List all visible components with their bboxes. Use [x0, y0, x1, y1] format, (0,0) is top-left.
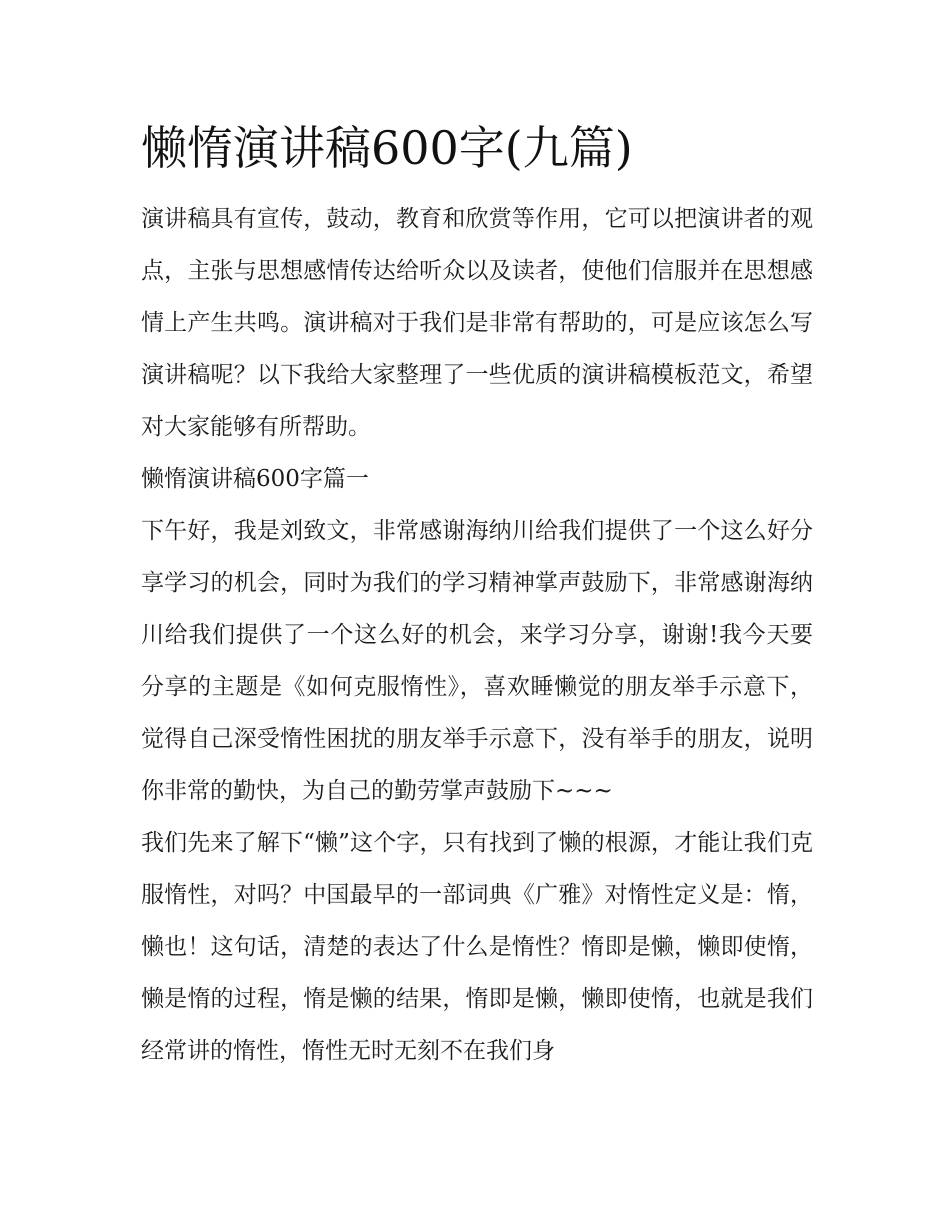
document-body — [141, 193, 813, 1077]
document-title: 懒惰演讲稿600字(九篇) — [141, 121, 633, 175]
body-paragraph-2: 我们先来了解下“懒”这个字，只有找到了懒的根源，才能让我们克服惰性，对吗？中国最早的一部词典《广雅》对惰性定义是：惰，懒也！这句话，清楚的表达了什么是惰性？惰即是懒，懒即使惰，懒是惰的过程，惰是懒的结果，惰即是懒，懒即使惰，也就是我们经常讲的惰性，惰性无时无刻不在我们身 — [141, 830, 813, 1064]
section-heading: 懒惰演讲稿600字篇一 — [141, 466, 369, 492]
intro-paragraph: 演讲稿具有宣传，鼓动，教育和欣赏等作用，它可以把演讲者的观点，主张与思想感情传达给听众以及读者，使他们信服并在思想感情上产生共鸣。演讲稿对于我们是非常有帮助的，可是应该怎么写演讲稿呢？以下我给大家整理了一些优质的演讲稿模板范文，希望对大家能够有所帮助。 — [141, 206, 813, 440]
body-paragraph-1: 下午好，我是刘致文，非常感谢海纳川给我们提供了一个这么好分享学习的机会，同时为我们的学习精神掌声鼓励下，非常感谢海纳川给我们提供了一个这么好的机会，来学习分享，谢谢!我今天要分享的主题是《如何克服惰性》，喜欢睡懒觉的朋友举手示意下，觉得自己深受惰性困扰的朋友举手示意下，没有举手的朋友，说明你非常的勤快，为自己的勤劳掌声鼓励下~~~ — [141, 518, 813, 804]
